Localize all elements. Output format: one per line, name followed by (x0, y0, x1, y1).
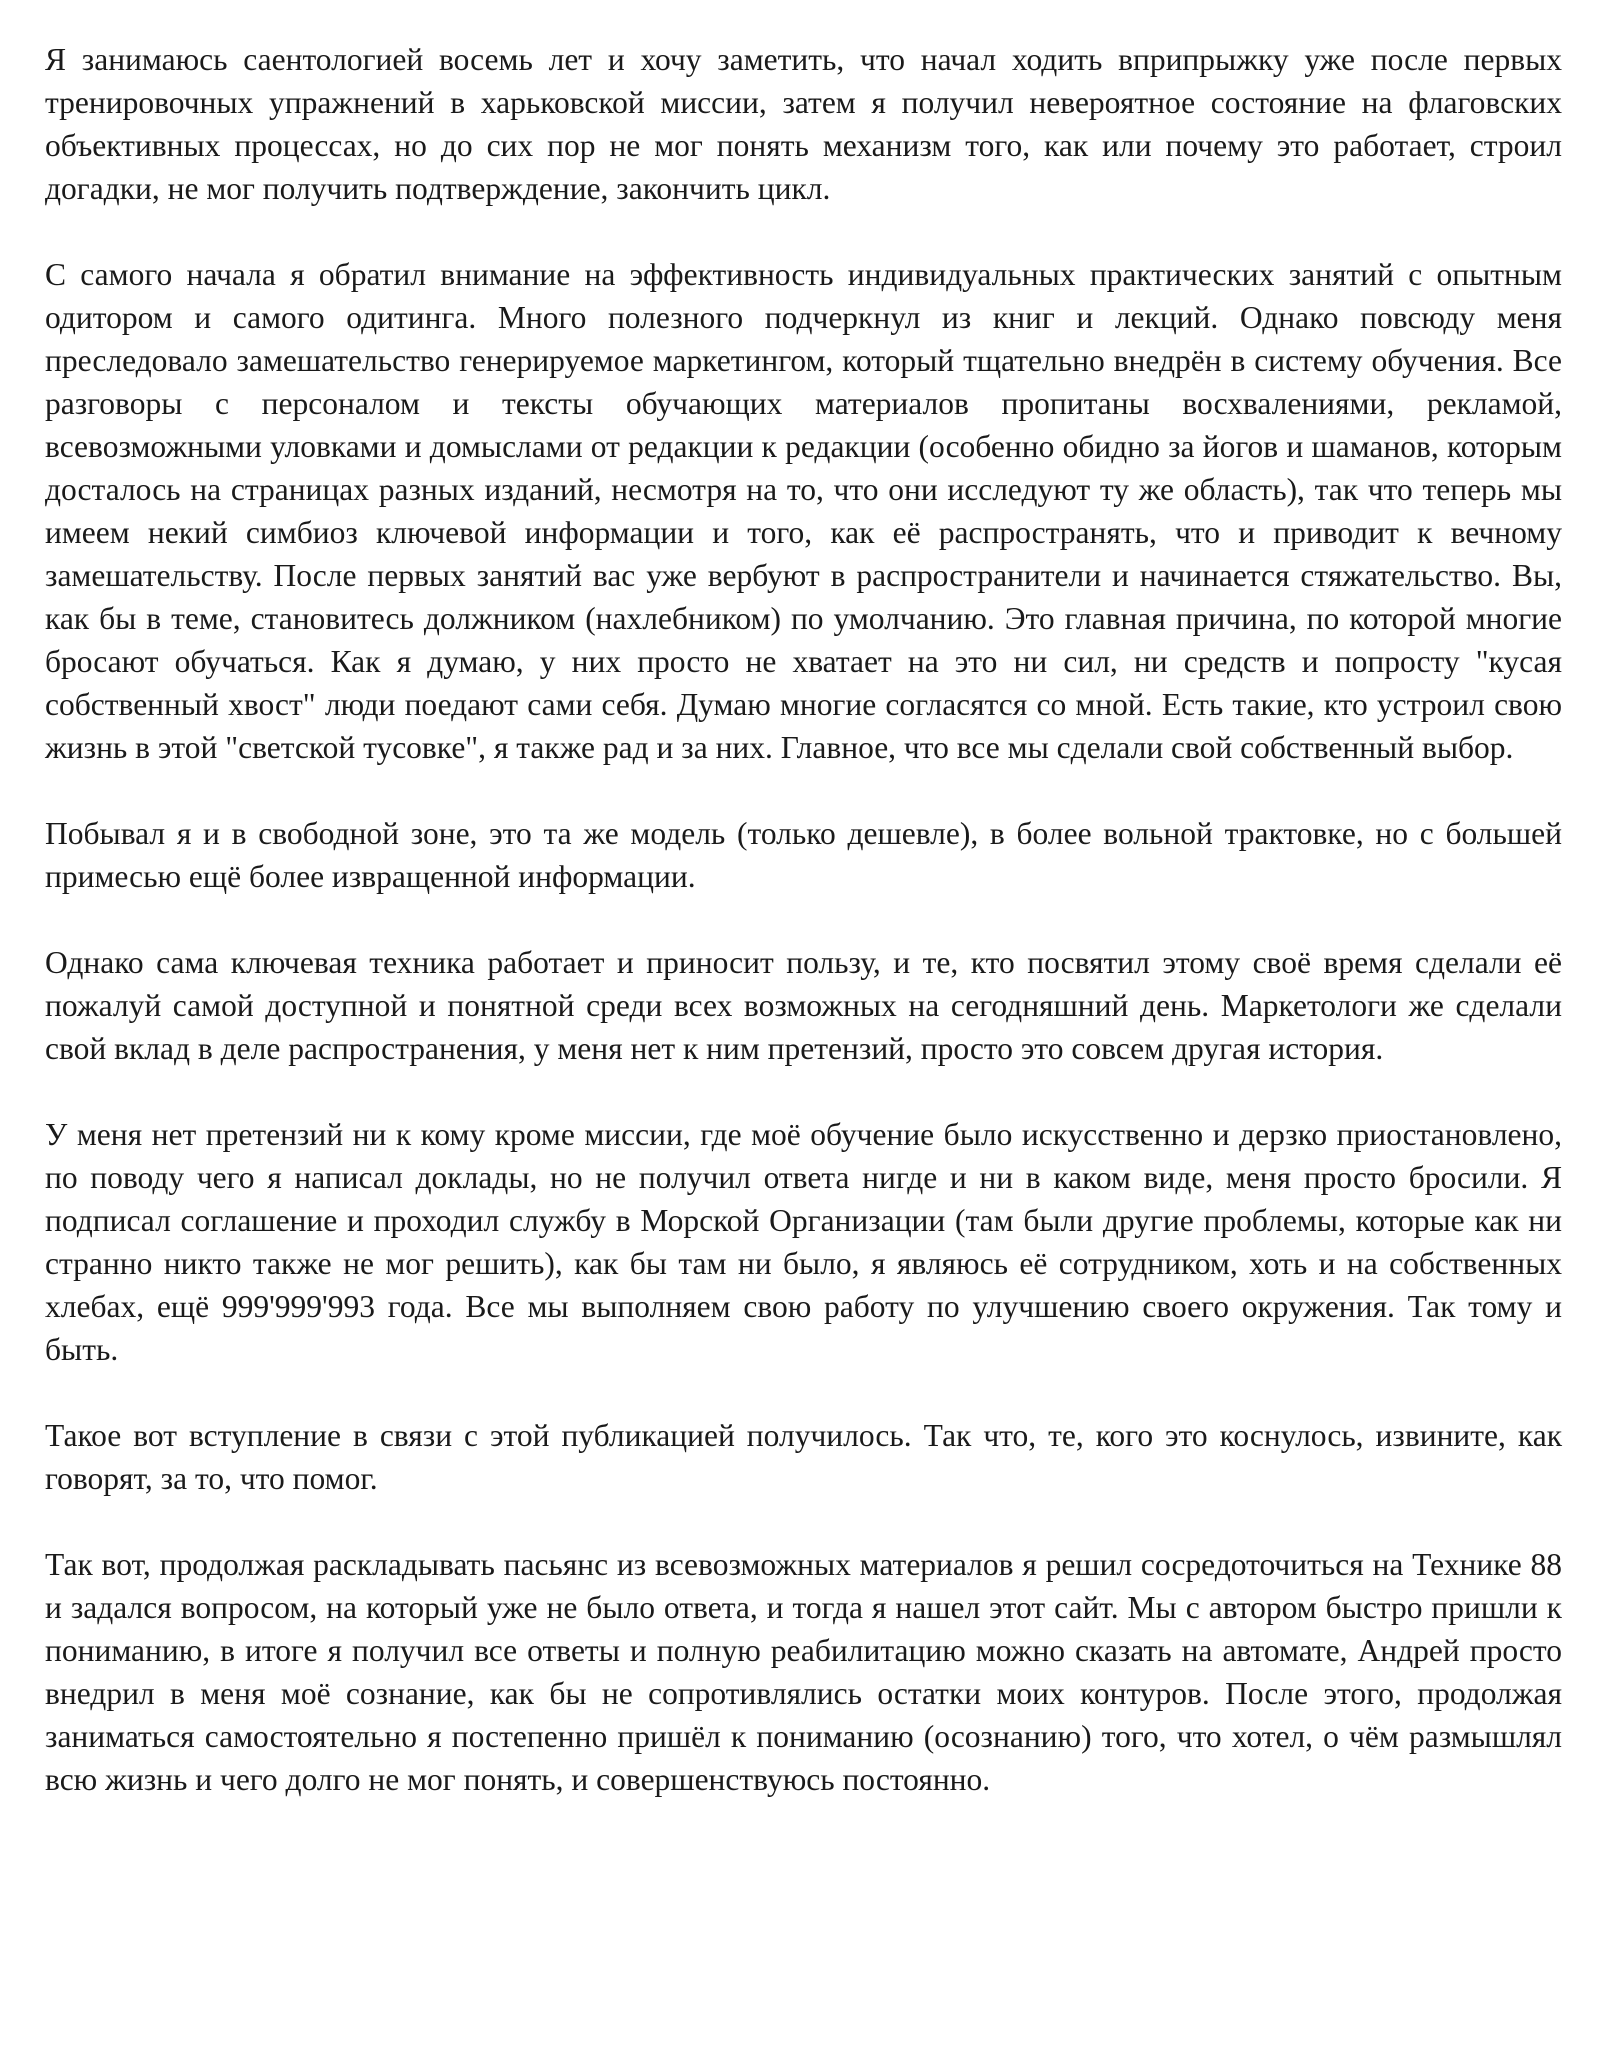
paragraph-5: У меня нет претензий ни к кому кроме миссии, где моё обучение было искусственно и дерзко приостановлено, по поводу чего я написал доклады, но не получил ответа нигде и ни в каком виде, меня просто бросили. Я подписал соглашение и проходил службу в Морской Организации (там были другие проблемы, которые как ни странно никто также не мог решить), как бы там ни было, я являюсь её сотрудником, хоть и на собственных хлебах, ещё 999'999'993 года. Все мы выполняем свою работу по улучшению своего окружения. Так тому и быть. (45, 1117, 1562, 1367)
paragraph-6: Такое вот вступление в связи с этой публикацией получилось. Так что, те, кого это коснулось, извините, как говорят, за то, что помог. (45, 1418, 1562, 1496)
paragraph-1: Я занимаюсь саентологией восемь лет и хочу заметить, что начал ходить вприпрыжку уже после первых тренировочных упражнений в харьковской миссии, затем я получил невероятное состояние на флаговских объективных процессах, но до сих пор не мог понять механизм того, как или почему это работает, строил догадки, не мог получить подтверждение, закончить цикл. (45, 42, 1562, 206)
paragraph-3: Побывал я и в свободной зоне, это та же модель (только дешевле), в более вольной трактовке, но с большей примесью ещё более извращенной информации. (45, 816, 1562, 894)
paragraph-7: Так вот, продолжая раскладывать пасьянс из всевозможных материалов я решил сосредоточиться на Технике 88 и задался вопросом, на который уже не было ответа, и тогда я нашел этот сайт. Мы с автором быстро пришли к пониманию, в итоге я получил все ответы и полную реабилитацию можно сказать на автомате, Андрей просто внедрил в меня моё сознание, как бы не сопротивлялись остатки моих контуров. После этого, продолжая заниматься самостоятельно я постепенно пришёл к пониманию (осознанию) того, что хотел, о чём размышлял всю жизнь и чего долго не мог понять, и совершенствуюсь постоянно. (45, 1547, 1562, 1797)
paragraph-2: С самого начала я обратил внимание на эффективность индивидуальных практических занятий с опытным одитором и самого одитинга. Много полезного подчеркнул из книг и лекций. Однако повсюду меня преследовало замешательство генерируемое маркетингом, который тщательно внедрён в систему обучения. Все разговоры с персоналом и тексты обучающих материалов пропитаны восхвалениями, рекламой, всевозможными уловками и домыслами от редакции к редакции (особенно обидно за йогов и шаманов, которым досталось на страницах разных изданий, несмотря на то, что они исследуют ту же область), так что теперь мы имеем некий симбиоз ключевой информации и того, как её распространять, что и приводит к вечному замешательству. После первых занятий вас уже вербуют в распространители и начинается стяжательство. Вы, как бы в теме, становитесь должником (нахлебником) по умолчанию. Это главная причина, по которой многие бросают обучаться. Как я думаю, у них просто не хватает на это ни сил, ни средств и попросту "кусая собственный хвост" люди поедают сами себя. Думаю многие согласятся со мной. Есть такие, кто устроил свою жизнь в этой "светской тусовке", я также рад и за них. Главное, что все мы сделали свой собственный выбор. (45, 257, 1562, 765)
paragraph-4: Однако сама ключевая техника работает и приносит пользу, и те, кто посвятил этому своё время сделали её пожалуй самой доступной и понятной среди всех возможных на сегодняшний день. Маркетологи же сделали свой вклад в деле распространения, у меня нет к ним претензий, просто это совсем другая история. (45, 945, 1562, 1066)
